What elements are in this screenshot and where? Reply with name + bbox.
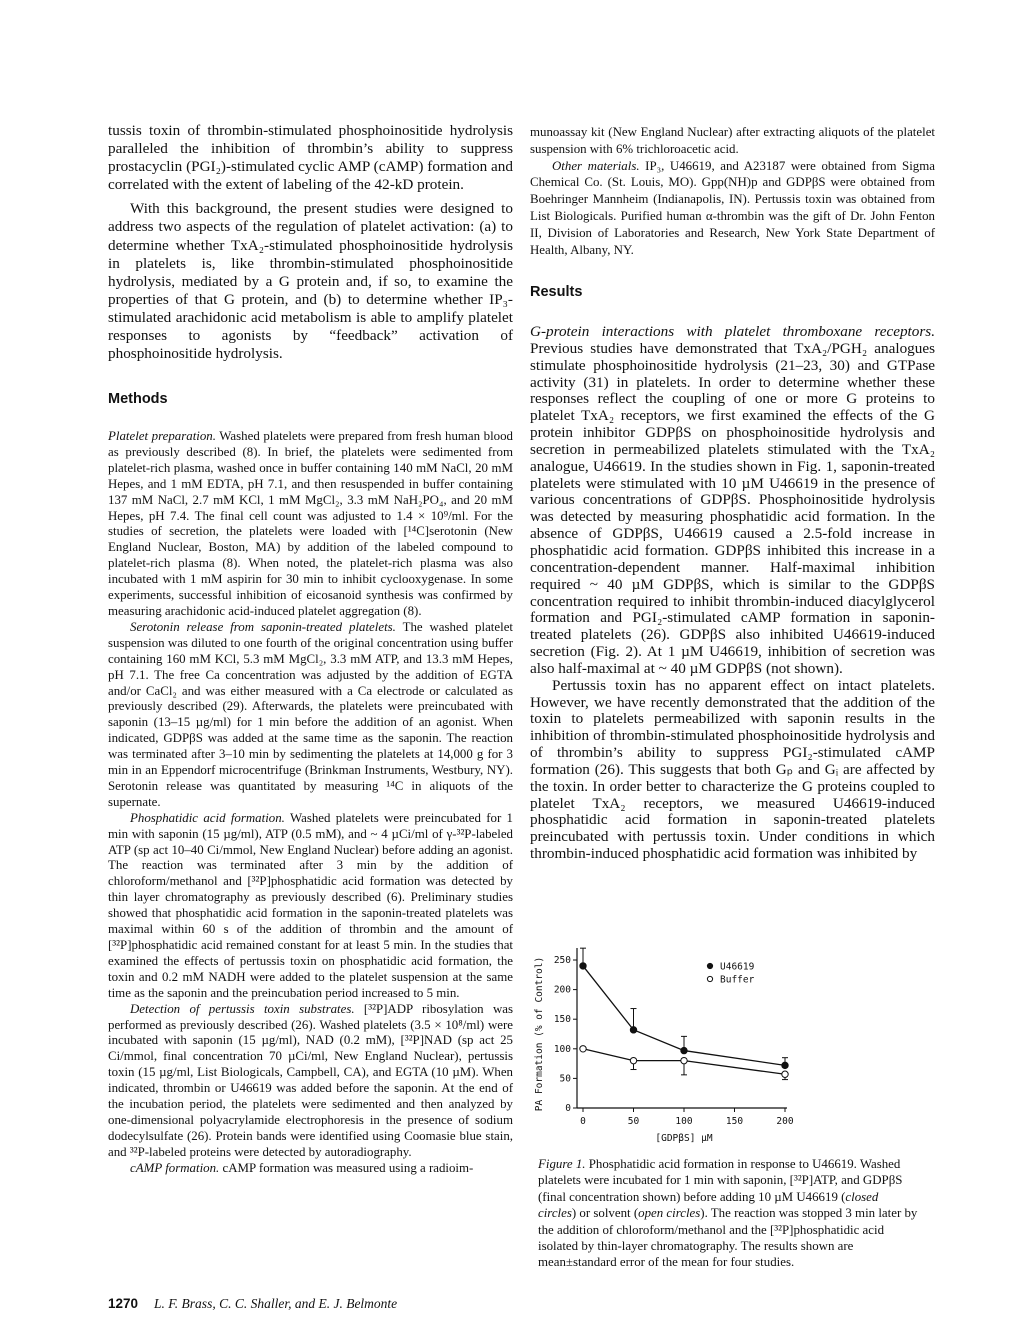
page-number: 1270 xyxy=(108,1296,139,1311)
x-tick-label: 200 xyxy=(776,1116,794,1127)
legend-marker xyxy=(707,963,712,968)
y-tick-label: 0 xyxy=(565,1103,571,1114)
data-point xyxy=(580,963,586,969)
paragraph-text: IP₃, U46619, and A23187 were obtained from Sigma Chemical Co. (St. Louis, MO). Gpp(NH)p and GDPβS were obtained from Boehringer Mannheim (Indianapolis, IN). Pertussis toxin was obtained from List Biologicals. Purified human α-thrombin was the gift of Dr. John Fenton II, Division of Laboratories and Research, New York State Department of Health, Albany, NY. xyxy=(530,158,935,257)
legend-marker xyxy=(707,976,712,981)
data-point xyxy=(580,1046,586,1052)
authors: L. F. Brass, C. C. Shaller, and E. J. Belmonte xyxy=(154,1296,398,1311)
intro-section xyxy=(108,122,513,363)
figure-1-chart xyxy=(530,940,820,1150)
x-axis-label: [GDPβS] µM xyxy=(655,1133,713,1144)
run-in-heading: Phosphatidic acid formation. xyxy=(130,810,285,825)
data-point xyxy=(630,1057,636,1063)
results-paragraph-1 xyxy=(530,324,935,678)
paragraph-text: [³²P]ADP ribosylation was performed as previously described (26). Washed platelets (3.5 × 10⁸/ml) were incubated with saponin (15 µg/ml), NAD (0.2 mM), [³²P]NAD (sp act 25 Ci/mmol, final concentration 70 µCi/ml, New England Nuclear), pertussis toxin (15 µg/ml, List Biologicals, Campbell, CA), and EGTA (10 µM). When indicated, thrombin or U46619 was added before the saponin. At the end of the incubation period, the platelets were sedimented and then analyzed by one-dimensional polyacrylamide electrophoresis in the presence of sodium dodecylsulfate (26). Protein bands were identified using Coomasie blue stain, and ³²P-labeled proteins were detected by autoradiography. xyxy=(108,1001,514,1159)
caption-text: ) or solvent ( xyxy=(571,1206,639,1221)
data-point xyxy=(630,1027,636,1033)
run-in-heading: G-protein interactions with platelet thromboxane receptors. xyxy=(530,323,935,340)
y-tick-label: 250 xyxy=(553,955,571,966)
x-tick-label: 0 xyxy=(580,1116,586,1127)
page-footer xyxy=(108,1296,397,1312)
caption-label: Figure 1. xyxy=(538,1157,586,1171)
data-point xyxy=(681,1057,687,1063)
caption-text: closed circles xyxy=(538,1189,879,1221)
results-section xyxy=(530,324,935,863)
legend-label: Buffer xyxy=(720,974,755,986)
results-heading: Results xyxy=(530,284,583,300)
paragraph-text: Previous studies have demonstrated that TxA₂/PGH₂ analogues stimulate phosphoinositide hydrolysis (21–23, 30) and GTPase activity (31) in platelets. In order to determine whether these responses reflect the coupling of one or more G proteins to platelet TxA₂ receptors, we first examined the effects of the G protein inhibitor GDPβS on phosphoinositide hydrolysis and secretion in permeabilized platelets stimulated with the TxA₂ analogue, U46619. In the studies shown in Fig. 1, saponin-treated platelets were stimulated with 10 µM U46619 in the presence of various concentrations of GDPβS. Phosphoinositide hydrolysis was detected by measuring phosphatidic acid formation. In the absence of GDPβS, U46619 caused a 2.5-fold increase in phosphatidic acid formation. GDPβS inhibited this increase in a concentration-dependent manner. Half-maximal inhibition required ~ 40 µM GDPβS, which is similar to the GDPβS concentration required to inhibit thrombin-induced diacylglycerol formation and PGI₂-stimulated cAMP formation in saponin-treated platelets (26). GDPβS also inhibited U46619-induced secretion (Fig. 2). At 1 µM U46619, inhibition of secretion was also half-maximal at ~ 40 µM GDPβS (not shown). xyxy=(530,339,935,677)
y-tick-label: 100 xyxy=(553,1043,571,1055)
caption-text: Phosphatidic acid formation in response to U46619. Washed platelets were incubated for 1 min with saponin, [³²P]ATP, and GDPβS (final concentration shown) before adding 10 µM U46619 ( xyxy=(538,1157,903,1204)
x-tick-label: 100 xyxy=(675,1116,693,1127)
y-tick-label: 50 xyxy=(559,1073,571,1085)
paragraph-text: Washed platelets were preincubated for 1 min with saponin (15 µg/ml), ATP (0.5 mM), and ~ 4 µCi/ml of γ-³²P-labeled ATP (sp act 10–40 Ci/mmol, New England Nuclear) before adding an agonist. The reaction was terminated after 3 min by the addition of chloroform/methanol and [³²P]phosphatidic acid formation was detected by thin layer chromatography as previously described (6). Preliminary studies showed that phosphatidic acid formation in the saponin-treated platelets was maximal within 60 s of the addition of thrombin and the amount of [³²P]phosphatidic acid remained constant for at least 5 min. In the studies that examined the effects of pertussis toxin on phosphatidic acid formation, the toxin and 0.2 mM NADH were added to the platelet suspension at the same time as the saponin and the preincubation period increased to 5 min. xyxy=(108,810,513,1000)
methods-paragraph xyxy=(108,811,513,1002)
run-in-heading: Platelet preparation. xyxy=(108,429,216,443)
y-tick-label: 200 xyxy=(553,984,571,996)
data-point xyxy=(782,1071,788,1077)
run-in-heading: Other materials. xyxy=(552,158,640,173)
cAMP-continuation: munoassay kit (New England Nuclear) after extracting aliquots of the platelet suspension with 6% trichloroacetic acid. xyxy=(530,125,935,156)
methods-paragraph xyxy=(108,1161,513,1177)
y-tick-label: 150 xyxy=(553,1014,571,1026)
x-tick-label: 50 xyxy=(627,1116,640,1127)
caption-text: ). The reaction was stopped 3 min later by the addition of chloroform/methanol and the [³²P]phosphatidic acid isolated by thin-layer chromatography. The results shown are mean±standard error of the mean for four studies. xyxy=(538,1206,918,1270)
materials-section xyxy=(530,124,935,258)
figure-1-caption xyxy=(538,1156,918,1271)
methods-paragraph xyxy=(108,620,513,811)
paragraph-text: cAMP formation was measured using a radioim- xyxy=(219,1160,474,1175)
methods-paragraph xyxy=(108,1002,513,1161)
x-tick-label: 150 xyxy=(725,1116,744,1127)
legend-label: U46619 xyxy=(720,961,755,973)
run-in-heading: cAMP formation. xyxy=(130,1160,220,1175)
intro-paragraph-2: With this background, the present studies were designed to address two aspects of the regulation of platelet activation: (a) to determine whether TxA₂-stimulated phosphoinositide hydrolysis in platelets is, like thrombin-stimulated phosphoinositide hydrolysis, mediated by a G protein and, if so, to examine the properties of that G protein, and (b) to determine whether IP₃-stimulated arachidonic acid metabolism is able to amplify platelet responses to agonists by “feedback” activation of phosphoinositide hydrolysis. xyxy=(108,200,513,363)
methods-heading: Methods xyxy=(108,391,168,407)
methods-section xyxy=(108,429,513,1177)
data-point xyxy=(681,1047,687,1053)
paragraph-text: The washed platelet suspension was diluted to one fourth of the original concentration using buffer containing 160 mM KCl, 5.3 mM MgCl₂, 3.3 mM ATP, and 13.3 mM Hepes, pH 7.1. The free Ca concentration was adjusted by the addition of EGTA and/or CaCl₂ and was either measured with a Ca electrode or calculated as previously described (29). Afterwards, the platelets were preincubated with saponin (13–15 µg/ml) for 1 min before the addition of an agonist. When indicated, GDPβS was added at the same time as the saponin. The reaction was terminated after 3–10 min by sedimenting the platelets at 14,000 g for 3 min in an Eppendorf microcentrifuge (Brinkman Instruments, Westbury, NY). Serotonin release was quantitated by measuring ¹⁴C in aliquots of the supernate. xyxy=(108,619,513,809)
run-in-heading: Serotonin release from saponin-treated platelets. xyxy=(130,619,396,634)
run-in-heading: Detection of pertussis toxin substrates. xyxy=(130,1001,355,1016)
data-point xyxy=(782,1062,788,1068)
methods-paragraph xyxy=(108,429,513,620)
results-paragraph-2: Pertussis toxin has no apparent effect on intact platelets. However, we have recently demonstrated that the addition of the toxin to platelets permeabilized with saponin results in the inhibition of thrombin-stimulated phosphoinositide hydrolysis and of thrombin’s ability to suppress PGI₂-stimulated cAMP formation (26). This suggests that both Gₚ and Gᵢ are affected by the toxin. In order better to characterize the G proteins coupled to platelet TxA₂ receptors, we measured U46619-induced phosphatidic acid formation in saponin-treated platelets preincubated with pertussis toxin. Under conditions in which thrombin-induced phosphatidic acid formation was inhibited by xyxy=(530,676,935,863)
paragraph-text: Washed platelets were prepared from fresh human blood as previously described (8). In brief, the platelets were sedimented from platelet-rich plasma, washed once in buffer containing 140 mM NaCl, 20 mM Hepes, and 1 mM EDTA, pH 7.1, and then resuspended in buffer containing 137 mM NaCl, 2.7 mM KCl, 1 mM MgCl₂, 3.3 mM NaH₂PO₄, and 20 mM Hepes, pH 7.4. The final cell count was adjusted to 1.4 × 10⁹/ml. For the studies of secretion, the platelets were loaded with [¹⁴C]serotonin (New England Nuclear, Boston, MA) by addition of the labeled compound to platelet-rich plasma (8). When noted, the platelet-rich plasma was also incubated with 1 mM aspirin for 30 min to inhibit cyclooxygenase. In some experiments, successful inhibition of eicosanoid synthesis was confirmed by measuring arachidonic acid-induced platelet aggregation (8). xyxy=(108,429,513,618)
other-materials-paragraph xyxy=(530,158,935,259)
intro-paragraph-1: tussis toxin of thrombin-stimulated phosphoinositide hydrolysis paralleled the inhibition of thrombin’s ability to suppress prostacyclin (PGI₂)-stimulated cyclic AMP (cAMP) formation and correlated with the extent of labeling of the 42-kD protein. xyxy=(108,122,513,194)
caption-text: open circles xyxy=(638,1206,701,1221)
y-axis-label: PA Formation (% of Control) xyxy=(534,956,545,1112)
